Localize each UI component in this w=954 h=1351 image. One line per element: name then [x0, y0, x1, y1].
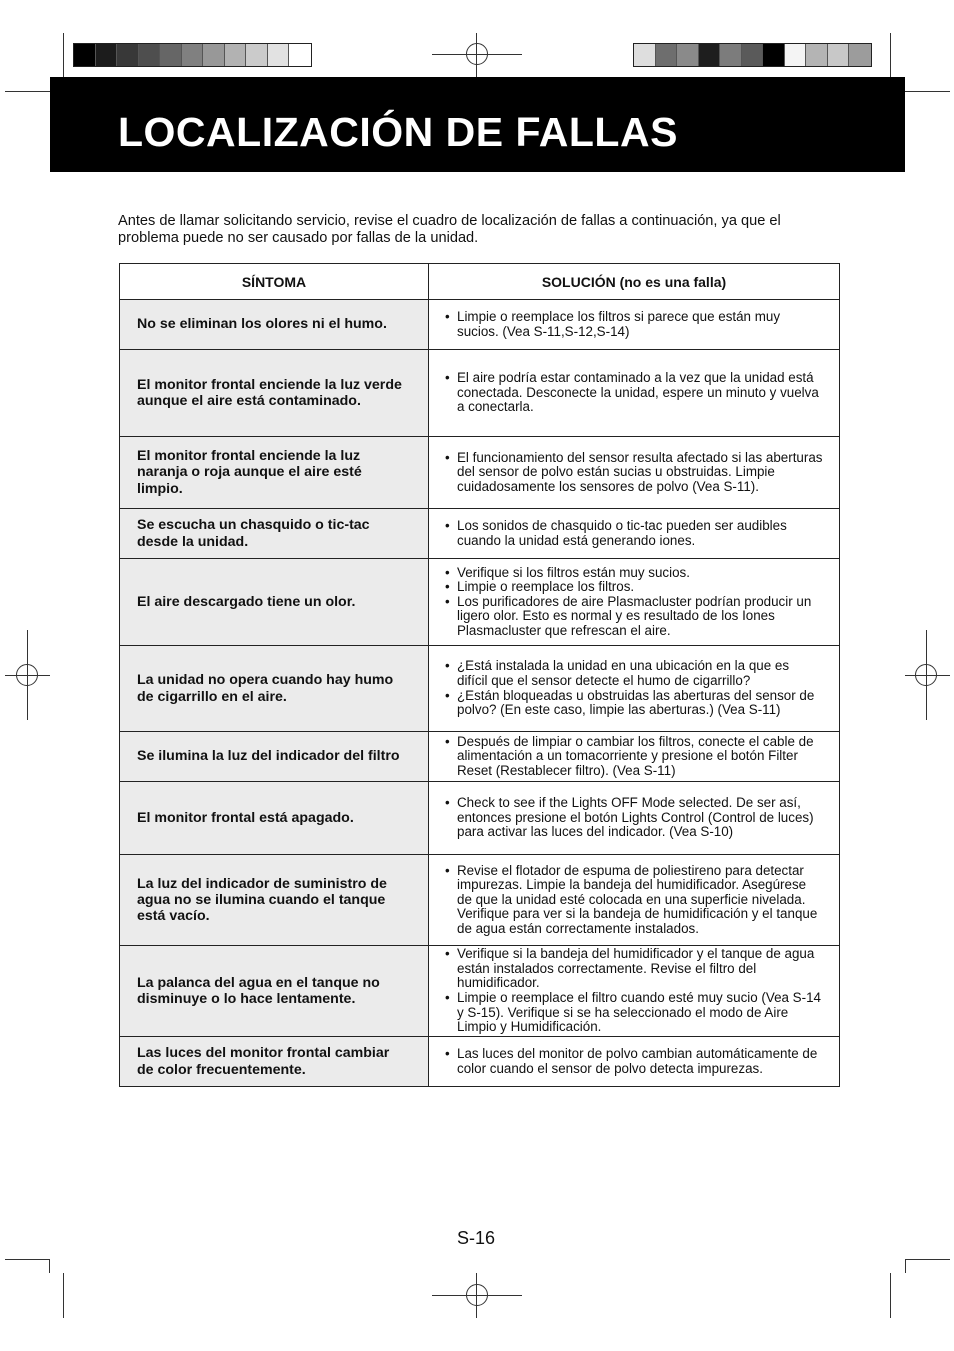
color-swatch — [828, 44, 850, 66]
table-header-row — [120, 264, 840, 300]
table-row — [120, 300, 840, 350]
page-title: LOCALIZACIÓN DE FALLAS — [118, 109, 678, 155]
registration-circle — [915, 664, 937, 686]
table-row — [120, 855, 840, 946]
grayscale-strip-right — [633, 43, 872, 67]
symptom-cell: Se ilumina la luz del indicador del filtro — [120, 732, 429, 782]
color-swatch — [785, 44, 807, 66]
solution-item: • Limpie o reemplace los filtros si parece que están muy sucios. (Vea S-11,S-12,S-14) — [445, 310, 823, 339]
table-row — [120, 559, 840, 646]
symptom-cell: Las luces del monitor frontal cambiar de color frecuentemente. — [120, 1037, 429, 1087]
solution-cell — [429, 782, 840, 855]
crop-mark — [890, 33, 891, 78]
solution-item: • El aire podría estar contaminado a la vez que la unidad está conectada. Desconecte la unidad, espere un minuto y vuelva a conectarla. — [445, 371, 823, 415]
crop-mark — [49, 1259, 50, 1273]
color-swatch — [139, 44, 161, 66]
color-swatch — [742, 44, 764, 66]
solution-list — [445, 310, 823, 339]
symptom-cell: Se escucha un chasquido o tic-tac desde la unidad. — [120, 509, 429, 559]
column-header-solution: SOLUCIÓN (no es una falla) — [429, 264, 840, 300]
solution-list — [445, 371, 823, 415]
solution-cell — [429, 1037, 840, 1087]
crop-mark — [63, 33, 64, 78]
solution-list — [445, 451, 823, 495]
color-swatch — [117, 44, 139, 66]
solution-item: • Limpie o reemplace los filtros. — [445, 580, 823, 595]
color-swatch — [634, 44, 656, 66]
color-swatch — [806, 44, 828, 66]
solution-list — [445, 796, 823, 840]
intro-paragraph: Antes de llamar solicitando servicio, revise el cuadro de localización de fallas a continuación, ya que el problema puede no ser causado por fallas de la unidad. — [118, 213, 781, 246]
table-row — [120, 1037, 840, 1087]
table-row — [120, 646, 840, 732]
solution-cell — [429, 350, 840, 437]
solution-item: • Después de limpiar o cambiar los filtros, conecte el cable de alimentación a un tomacorriente y presione el botón Filter Reset (Restablecer filtro). (Vea S-11) — [445, 735, 823, 779]
solution-cell — [429, 946, 840, 1037]
color-swatch — [96, 44, 118, 66]
solution-list — [445, 864, 823, 937]
solution-list — [445, 735, 823, 779]
solution-item: • Las luces del monitor de polvo cambian automáticamente de color cuando el sensor de polvo detecta impurezas. — [445, 1047, 823, 1076]
color-swatch — [720, 44, 742, 66]
color-swatch — [289, 44, 311, 66]
color-swatch — [849, 44, 871, 66]
table-body — [120, 300, 840, 1087]
color-swatch — [160, 44, 182, 66]
color-swatch — [246, 44, 268, 66]
solution-list — [445, 1047, 823, 1076]
crop-mark — [890, 1273, 891, 1318]
registration-circle — [16, 664, 38, 686]
color-swatch — [699, 44, 721, 66]
color-swatch — [203, 44, 225, 66]
table-row — [120, 509, 840, 559]
crop-mark — [5, 91, 50, 92]
color-swatch — [677, 44, 699, 66]
solution-cell — [429, 300, 840, 350]
solution-cell — [429, 855, 840, 946]
symptom-cell: El aire descargado tiene un olor. — [120, 559, 429, 646]
solution-cell — [429, 559, 840, 646]
solution-item: • Los sonidos de chasquido o tic-tac pueden ser audibles cuando la unidad está generando iones. — [445, 519, 823, 548]
solution-list — [445, 566, 823, 639]
table-row — [120, 946, 840, 1037]
symptom-cell: La palanca del agua en el tanque no disminuye o lo hace lentamente. — [120, 946, 429, 1037]
crop-mark — [5, 1259, 50, 1260]
solution-list — [445, 659, 823, 717]
table-row — [120, 732, 840, 782]
crop-mark — [905, 1259, 906, 1273]
solution-cell — [429, 732, 840, 782]
color-swatch — [763, 44, 785, 66]
solution-item: • Check to see if the Lights OFF Mode selected. De ser así, entonces presione el botón Lights Control (Control de luces) para activar las luces del indicador. (Vea S-10) — [445, 796, 823, 840]
symptom-cell: No se eliminan los olores ni el humo. — [120, 300, 429, 350]
solution-cell — [429, 646, 840, 732]
color-swatch — [268, 44, 290, 66]
solution-cell — [429, 437, 840, 509]
column-header-symptom: SÍNTOMA — [120, 264, 429, 300]
color-swatch — [182, 44, 204, 66]
solution-list — [445, 519, 823, 548]
solution-item: • El funcionamiento del sensor resulta afectado si las aberturas del sensor de polvo están sucias u obstruidas. Limpie cuidadosamente los sensores de polvo (Vea S-11). — [445, 451, 823, 495]
crop-mark — [905, 1259, 950, 1260]
page-number: S-16 — [457, 1228, 496, 1248]
symptom-cell: El monitor frontal enciende la luz naranja o roja aunque el aire esté limpio. — [120, 437, 429, 509]
solution-item: • Verifique si la bandeja del humidificador y el tanque de agua están instalados correctamente. Revise el filtro del humidificador. — [445, 947, 823, 991]
registration-circle — [466, 1284, 488, 1306]
table-row — [120, 437, 840, 509]
solution-cell — [429, 509, 840, 559]
color-swatch — [225, 44, 247, 66]
color-swatch — [74, 44, 96, 66]
table-row — [120, 350, 840, 437]
crop-mark — [63, 1273, 64, 1318]
solution-item: • Limpie o reemplace el filtro cuando esté muy sucio (Vea S-14 y S-15). Verifique si se ha seleccionado el modo de Aire Limpio y Humidificación. — [445, 991, 823, 1035]
troubleshooting-table — [119, 263, 840, 1087]
symptom-cell: La unidad no opera cuando hay humo de cigarrillo en el aire. — [120, 646, 429, 732]
solution-list — [445, 947, 823, 1035]
symptom-cell: El monitor frontal está apagado. — [120, 782, 429, 855]
solution-item: • Verifique si los filtros están muy sucios. — [445, 566, 823, 581]
table-row — [120, 782, 840, 855]
solution-item: • Revise el flotador de espuma de poliestireno para detectar impurezas. Limpie la bandeja del humidificador. Asegúrese de que la unidad esté colocada en una superficie nivelada. Verifique para ver si la bandeja de humidificación y el tanque de agua están correctamente instalados. — [445, 864, 823, 937]
grayscale-strip-left — [73, 43, 312, 67]
crop-mark — [905, 91, 950, 92]
solution-item: • ¿Está instalada la unidad en una ubicación en la que es difícil que el sensor detecte el humo de cigarrillo? — [445, 659, 823, 688]
color-swatch — [656, 44, 678, 66]
symptom-cell: El monitor frontal enciende la luz verde aunque el aire está contaminado. — [120, 350, 429, 437]
symptom-cell: La luz del indicador de suministro de agua no se ilumina cuando el tanque está vacío. — [120, 855, 429, 946]
title-bar — [50, 77, 905, 172]
solution-item: • Los purificadores de aire Plasmacluster podrían producir un ligero olor. Esto es normal y es resultado de los Iones Plasmacluster que refrescan el aire. — [445, 595, 823, 639]
registration-circle — [466, 43, 488, 65]
solution-item: • ¿Están bloqueadas u obstruidas las aberturas del sensor de polvo? (En este caso, limpie las aberturas.) (Vea S-11) — [445, 689, 823, 718]
